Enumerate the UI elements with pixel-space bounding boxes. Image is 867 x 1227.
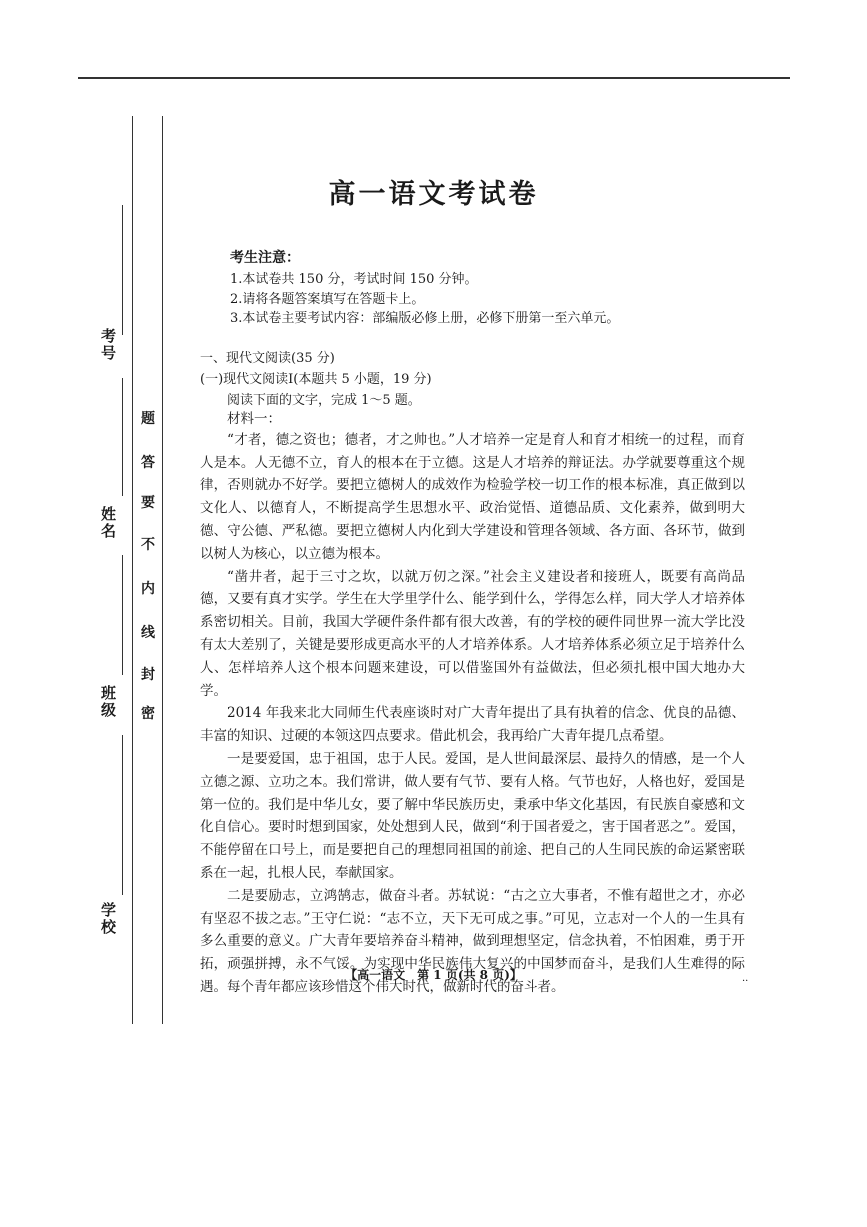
seal-char: 封: [141, 667, 155, 683]
material-label: 材料一：: [227, 411, 281, 427]
section-heading: 一、现代文阅读(35 分): [200, 351, 335, 366]
passage-paragraph: 二是要励志，立鸿鹄志，做奋斗者。苏轼说：“古之立大事者，不惟有超世之才，亦必有坚忍不拔之志。”王守仁说：“志不立，天下无可成之事。”可见，立志对一个人的一生具有多么重要的意义。广大青年要培养奋斗精神，做到理想坚定，信念执着，不怕困难，勇于开拓，顽强拼搏，永不气馁。为实现中华民族伟大复兴的中国梦而奋斗，是我们人生难得的际遇。每个青年都应该珍惜这个伟大时代，做新时代的奋斗者。: [200, 887, 745, 995]
passage-paragraph: 一是要爱国，忠于祖国，忠于人民。爱国，是人世间最深层、最持久的情感，是一个人立德之源、立功之本。我们常讲，做人要有气节、要有人格。气节也好，人格也好，爱国是第一位的。我们是中华儿女，要了解中华民族历史，秉承中华文化基因，有民族自豪感和文化自信心。要时时想到国家，处处想到人民，做到“利于国者爱之，害于国者恶之”。爱国，不能停留在口号上，而是要把自己的理想同祖国的前途、把自己的人生同民族的命运紧密联系在一起，扎根人民，奉献国家。: [200, 750, 745, 881]
page-footer: 【高一语文 第 1 页(共 8 页)】: [345, 968, 522, 982]
notice-item: 3.本试卷主要考试内容：部编版必修上册，必修下册第一至六单元。: [230, 311, 620, 326]
binding-line-outer: [132, 116, 133, 1024]
class-blank: [122, 555, 123, 675]
seal-char: 答: [141, 455, 155, 471]
school-label: 学校: [99, 902, 117, 936]
passage-paragraph: “才者，德之资也；德者，才之帅也。”人才培养一定是育人和育才相统一的过程，而育人是本。人无德不立，育人的根本在于立德。这是人才培养的辩证法。办学就要尊重这个规律，否则就办不好学。要把立德树人的成效作为检验学校一切工作的根本标准，真正做到以文化人、以德育人，不断提高学生思想水平、政治觉悟、道德品质、文化素养，做到明大德、守公德、严私德。要把立德树人内化到大学建设和管理各领域、各方面、各环节，做到以树人为核心，以立德为根本。: [200, 431, 745, 562]
notice-item: 1.本试卷共 150 分，考试时间 150 分钟。: [230, 272, 478, 287]
passage-paragraph: “凿井者，起于三寸之坎，以就万仞之深。”社会主义建设者和接班人，既要有高尚品德，又要有真才实学。学生在大学里学什么、能学到什么，学得怎么样，同大学人才培养体系密切相关。目前，我国大学硬件条件都有很大改善，有的学校的硬件同世界一流大学比没有太大差别了，关键是要形成更高水平的人才培养体系。人才培养体系必须立足于培养什么人、怎样培养人这个根本问题来建设，可以借鉴国外有益做法，但必须扎根中国大地办大学。: [200, 568, 745, 699]
passage: [200, 411, 745, 999]
name-label: 姓名: [99, 506, 117, 540]
passage-paragraph: 2014 年我来北大同师生代表座谈时对广大青年提出了具有执着的信念、优良的品德、丰富的知识、过硬的本领这四点要求。借此机会，我再给广大青年提几点希望。: [200, 705, 745, 745]
exam-number-blank: [122, 205, 123, 335]
seal-char: 密: [141, 706, 155, 722]
name-blank: [122, 378, 123, 496]
reading-instruction: 阅读下面的文字，完成 1～5 题。: [227, 393, 421, 408]
school-blank: [122, 735, 123, 895]
seal-char: 线: [141, 625, 155, 641]
binding-line-inner: [162, 116, 163, 1024]
seal-char: 题: [141, 411, 155, 427]
exam-number-label: 考号: [99, 328, 117, 362]
header-rule: [78, 77, 790, 79]
exam-title: 高一语文考试卷: [328, 179, 539, 210]
class-label: 班级: [99, 685, 117, 719]
seal-char: 不: [141, 537, 155, 553]
subsection-heading: (一)现代文阅读Ⅰ(本题共 5 小题，19 分): [200, 372, 432, 387]
corner-mark: ··: [742, 976, 749, 987]
seal-char: 要: [141, 495, 155, 511]
seal-char: 内: [141, 581, 155, 597]
notice-heading: 考生注意：: [230, 250, 300, 266]
notice-item: 2.请将各题答案填写在答题卡上。: [230, 292, 425, 307]
